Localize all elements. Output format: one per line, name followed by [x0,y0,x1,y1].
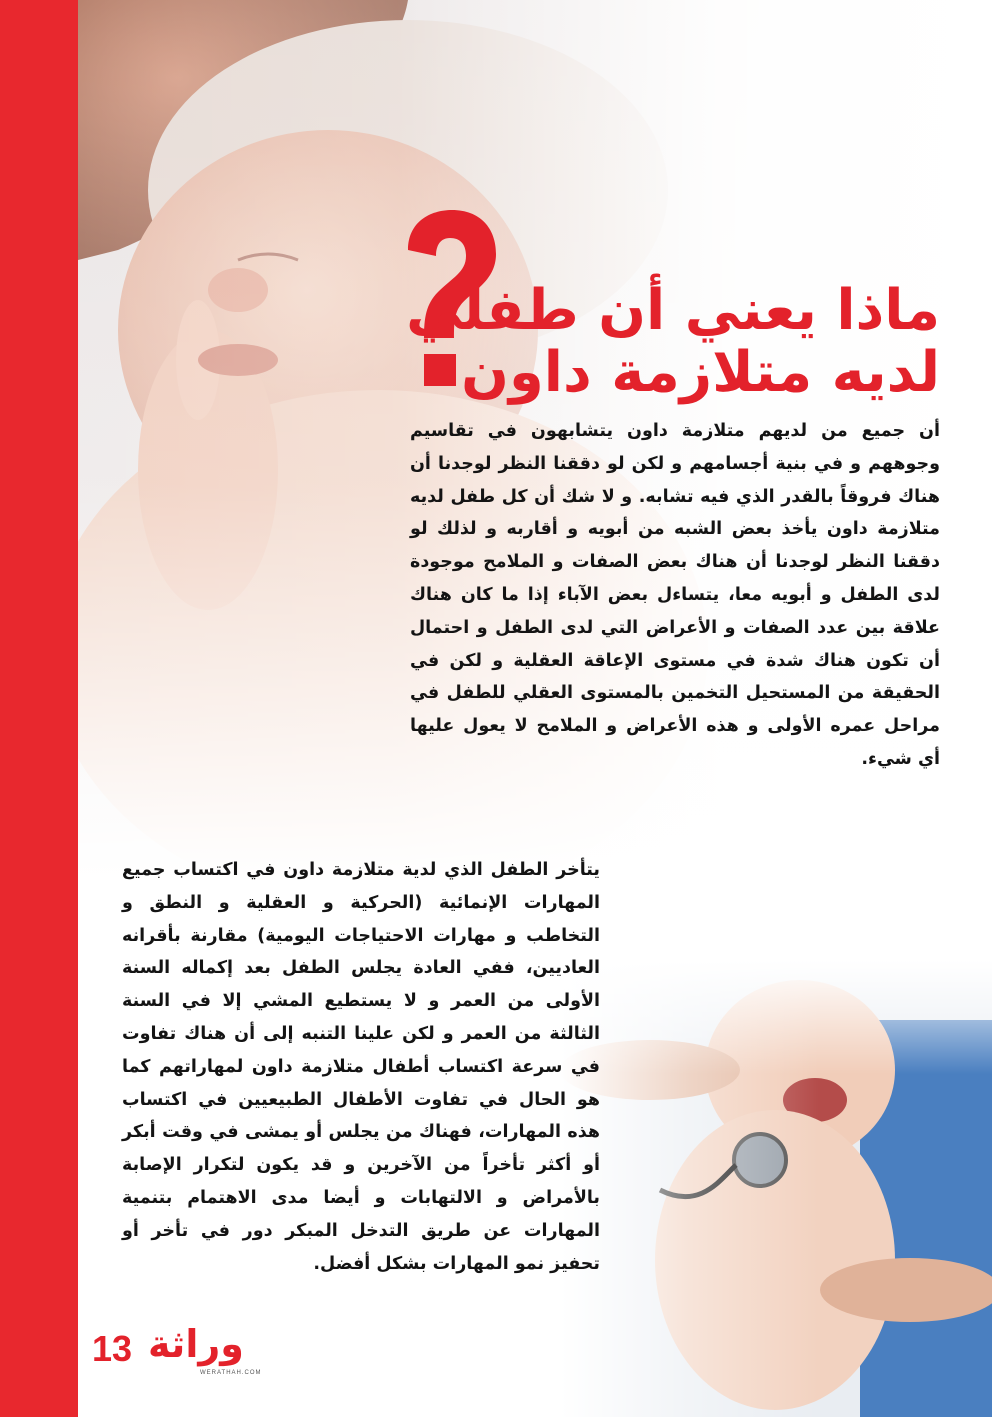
paragraph-1: أن جميع من لديهم متلازمة داون يتشابهون في تقاسيم وجوههم و في بنية أجسامهم و لكن لو دققنا النظر لوجدنا أن هناك فروقاً بالقدر الذي فيه تشابه. و لا شك أن كل طفل لديه متلازمة داون يأخذ بعض الشبه من أبويه و أقاربه و لذلك لو دققنا النظر لوجدنا أن هناك بعض الصفات و الملامح موجودة لدى الطفل و أبويه معا، يتساءل بعض الآباء إذا ما كان هناك علاقة بين عدد الصفات و الأعراض التي لدى الطفل و احتمال أن تكون هناك شدة في مستوى الإعاقة العقلية و لكن في الحقيقة من المستحيل التخمين بالمستوى العقلي للطفل في مراحل عمره الأولى و هذه الأعراض و الملامح لا يعول عليها أي شيء. [410,421,940,769]
magazine-logo: وراثة [148,1322,244,1366]
crying-baby-illustration [560,960,992,1417]
paragraph-2: يتأخر الطفل الذي لدية متلازمة داون في اكتساب جميع المهارات الإنمائية (الحركية و العقلية و النطق و التخاطب و مهارات الاحتياجات اليومية) مقارنة بأقرانه العاديين، ففي العادة يجلس الطفل بعد إكماله السنة الأولى من العمر و لا يستطيع المشي إلا في السنة الثالثة من العمر و لكن علينا التنبه إلى أن هناك تفاوت في سرعة اكتساب أطفال متلازمة داون لمهاراتهم كما هو الحال في تفاوت الأطفال الطبيعيين في اكتساب هذه المهارات، فهناك من يجلس أو يمشى في وقت أبكر أو أكثر تأخراً من الآخرين و قد يكون لتكرار الإصابة بالأمراض و الالتهابات و أيضا مدى الاهتمام بتنمية المهارات عن طريق التدخل المبكر دور في تأخر أو تحفيز نمو المهارات بشكل أفضل. [122,860,600,1274]
title-line-2: لديه متلازمة داون [461,340,940,405]
crying-baby-photo [560,960,992,1417]
page-number: 13 [92,1328,133,1369]
left-red-strip [0,0,78,1417]
title-line-1: ماذا يعني أن طفلي [406,278,940,343]
magazine-logo-subtitle: WERATHAH.COM [200,1370,262,1376]
title-block [400,200,960,410]
page-footer [92,1320,292,1400]
